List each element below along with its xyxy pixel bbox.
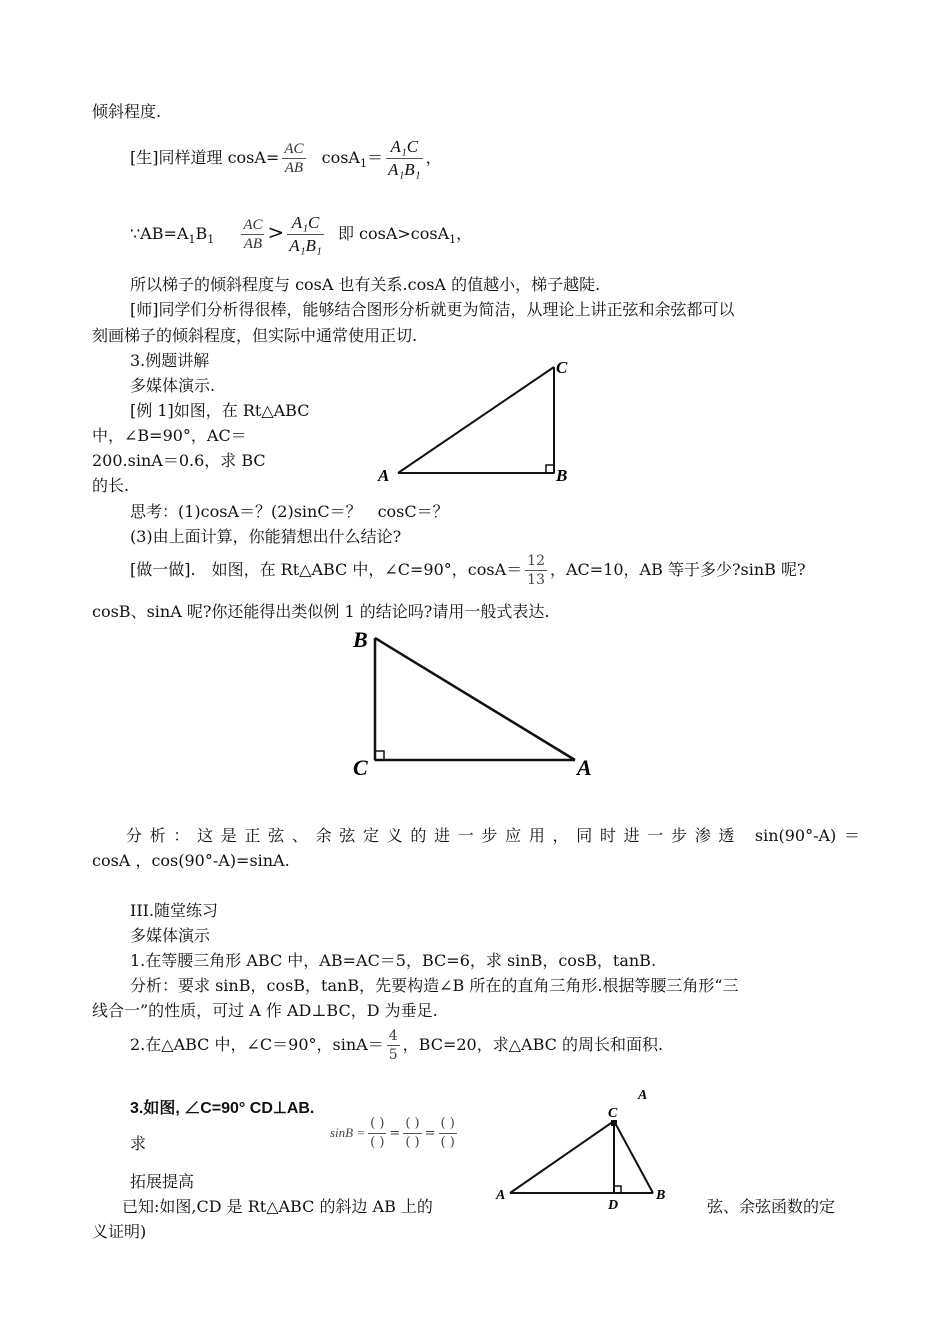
- text-line: 所以梯子的倾斜程度与 cosA 也有关系.cosA 的值越小，梯子越陡.: [130, 275, 601, 294]
- fraction-denominator: AB: [243, 236, 263, 252]
- text-segment: =: [389, 1126, 401, 1141]
- text-line: 分析：这是正弦、余弦定义的进一步应用，同时进一步渗透 sin(90°-A)＝: [126, 826, 860, 845]
- text-line: 1.在等腰三角形 ABC 中，AB=AC＝5，BC=6，求 sinB，cosB，tanB.: [130, 951, 657, 970]
- fraction-a1c-a1b1: [287, 212, 324, 257]
- text-line: cosB、sinA 呢?你还能得出类似例 1 的结论吗?请用一般式表达.: [92, 602, 550, 621]
- text-line: 思考：(1)cosA＝？(2)sinC＝？ cosC＝？: [130, 502, 449, 521]
- fraction-numerator: ( ): [403, 1115, 421, 1134]
- blank-fraction: [439, 1115, 457, 1152]
- text-line: 多媒体演示: [130, 926, 211, 945]
- text-segment: cosA: [321, 148, 360, 167]
- text-segment: [做一做]. 如图，在 Rt△ABC 中，∠C=90°，cosA＝: [130, 560, 523, 579]
- fraction-denominator: ( ): [370, 1135, 385, 1150]
- text-line: 义证明): [92, 1222, 147, 1241]
- text-line: 的长.: [92, 476, 130, 495]
- fraction-numerator: ( ): [368, 1115, 386, 1134]
- subscript: 1: [188, 233, 196, 247]
- subscript: 1: [449, 233, 457, 247]
- text-segment: ，: [456, 224, 473, 243]
- fraction-numerator: ( ): [439, 1115, 457, 1134]
- subscript: 1: [359, 157, 367, 171]
- text-segment: sinB =: [330, 1125, 366, 1140]
- fraction-denominator: A₁B₁: [387, 160, 421, 179]
- vertex-label-b: B: [656, 1188, 666, 1203]
- text-segment: ，AC=10，AB 等于多少?sinB 呢?: [549, 560, 806, 579]
- text-segment: 2.在△ABC 中，∠C＝90°，sinA＝: [130, 1035, 384, 1054]
- text-line: (3)由上面计算，你能猜想出什么结论?: [130, 527, 402, 546]
- text-line: 刻画梯子的倾斜程度，但实际中通常使用正切.: [92, 326, 418, 345]
- text-segment: ，: [425, 148, 442, 167]
- text-line: 倾斜程度.: [92, 102, 162, 121]
- figure-triangle-altitude: [478, 1085, 688, 1215]
- greater-than-sign: >: [267, 220, 285, 244]
- vertex-label-a-top: A: [638, 1088, 648, 1103]
- fraction-4-5: [387, 1027, 400, 1064]
- vertex-label-b: B: [556, 466, 568, 485]
- text-line: cosA ，cos(90°-A)=sinA.: [92, 851, 290, 870]
- fraction-numerator: 4: [388, 1028, 398, 1044]
- vertex-label-c: C: [353, 755, 368, 780]
- fraction-ac-ab: [282, 140, 305, 177]
- section-heading: 3.例题讲解: [130, 351, 210, 370]
- fraction-denominator: ( ): [440, 1135, 455, 1150]
- fraction-ac-ab: [241, 216, 264, 253]
- text-line-try: [130, 552, 806, 589]
- text-line: [例 1]如图，在 Rt△ABC: [130, 401, 310, 420]
- fraction-a1c-a1b1: [386, 136, 423, 181]
- text-line-cosA: [130, 136, 442, 181]
- text-segment: B: [195, 224, 208, 243]
- fraction-12-13: [525, 552, 547, 589]
- text-segment: [生]同样道理 cosA=: [130, 148, 280, 167]
- vertex-label-a: A: [496, 1188, 506, 1203]
- text-line: 200.sinA＝0.6，求 BC: [92, 451, 266, 470]
- vertex-label-c: C: [556, 358, 568, 377]
- fraction-denominator: ( ): [405, 1135, 420, 1150]
- fraction-denominator: 13: [527, 572, 545, 588]
- text-line: 弦、余弦函数的定: [707, 1197, 836, 1216]
- text-segment: ，BC=20，求△ABC 的周长和面积.: [402, 1035, 664, 1054]
- blank-fraction: [368, 1115, 386, 1152]
- vertex-label-c: C: [608, 1106, 618, 1121]
- vertex-label-a: A: [577, 755, 592, 780]
- fraction-numerator: AC: [284, 141, 304, 157]
- text-line: 线合一”的性质，可过 A 作 AD⊥BC，D 为垂足.: [92, 1001, 438, 1020]
- fraction-numerator: A₁C: [386, 136, 423, 159]
- fraction-numerator: A₁C: [287, 212, 324, 235]
- text-line: 中，∠B=90°，AC＝: [92, 426, 247, 445]
- fraction-numerator: 12: [527, 553, 545, 569]
- section-heading: III.随堂练习: [130, 901, 219, 920]
- text-line: 多媒体演示.: [130, 376, 216, 395]
- vertex-label-d: D: [608, 1198, 619, 1213]
- text-line-because: [130, 212, 472, 257]
- figure-triangle-try: [345, 620, 605, 785]
- vertex-label-a: A: [378, 466, 390, 485]
- sinb-expression: [330, 1115, 460, 1152]
- section-heading: 拓展提高: [130, 1172, 195, 1191]
- text-line-exercise2: [130, 1027, 663, 1064]
- text-segment: =: [424, 1126, 436, 1141]
- text-line: [师]同学们分析得很棒，能够结合图形分析就更为简洁，从理论上讲正弦和余弦都可以: [130, 300, 735, 319]
- text-line: 分析：要求 sinB，cosB，tanB，先要构造∠B 所在的直角三角形.根据等腰三角形“三: [130, 976, 739, 995]
- fraction-denominator: 5: [388, 1047, 398, 1063]
- blank-fraction: [403, 1115, 421, 1152]
- text-segment: ＝: [366, 148, 383, 167]
- text-segment: 即 cosA>cosA: [337, 224, 450, 243]
- fraction-denominator: AB: [284, 160, 304, 176]
- vertex-label-b: B: [353, 627, 368, 652]
- text-line-exercise3: 3.如图, ∠C=90° CD⊥AB.: [130, 1100, 315, 1117]
- subscript: 1: [207, 233, 215, 247]
- text-line: 求: [130, 1134, 147, 1153]
- fraction-numerator: AC: [243, 217, 263, 233]
- figure-triangle-example1: [370, 355, 580, 490]
- text-line: 已知:如图,CD 是 Rt△ABC 的斜边 AB 上的: [122, 1197, 433, 1216]
- fraction-denominator: A₁B₁: [289, 236, 322, 255]
- text-segment: ∵AB=A: [130, 224, 189, 243]
